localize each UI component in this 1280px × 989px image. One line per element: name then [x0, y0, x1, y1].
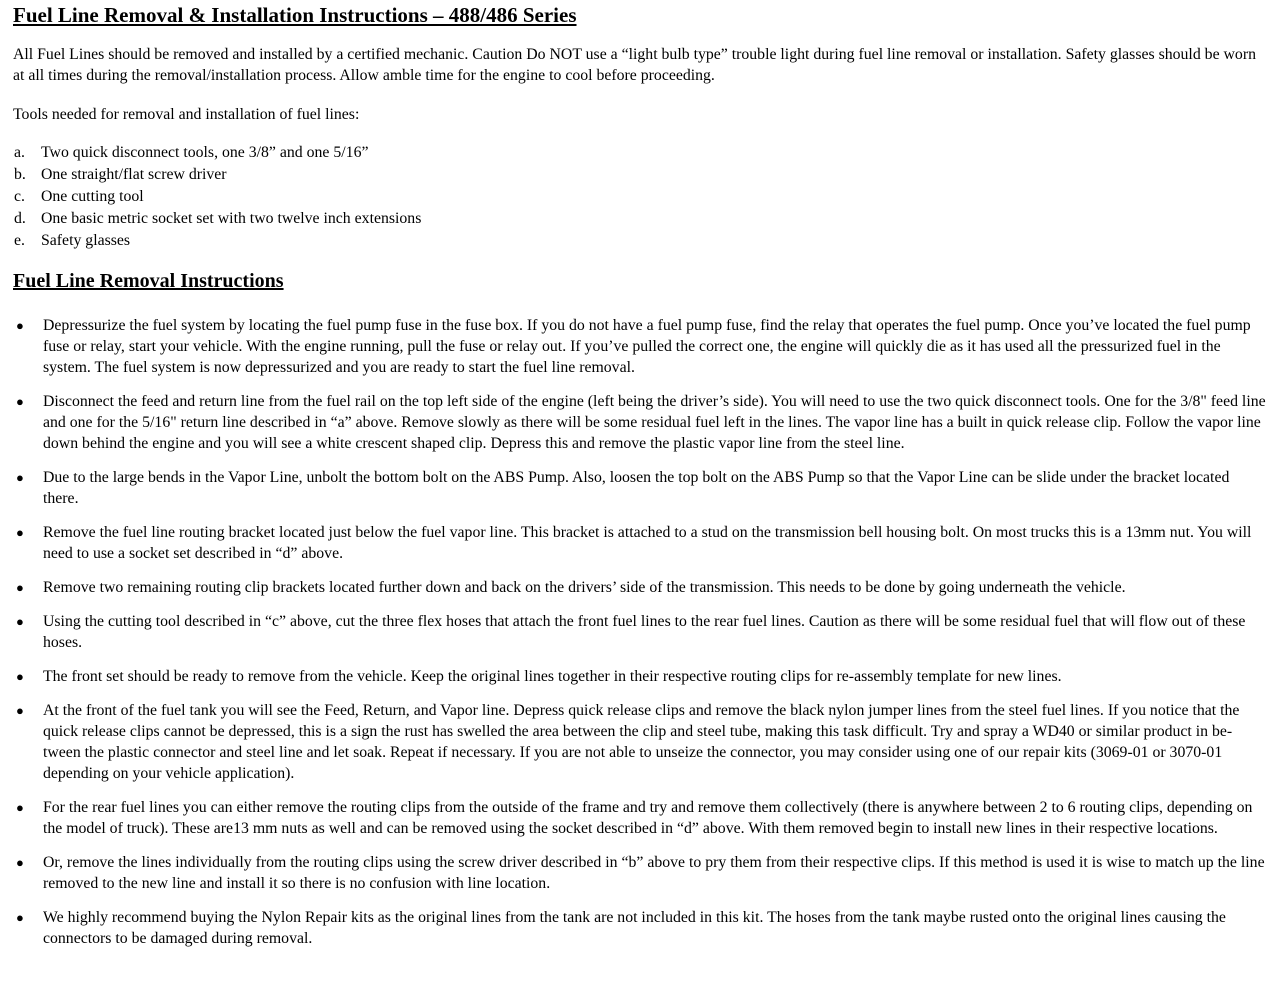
list-marker: e.: [14, 232, 25, 249]
list-item-text: The front set should be ready to remove from the vehicle. Keep the original lines together in their respective routing clips for re-assembly template for new lines.: [43, 668, 1062, 685]
bullet-icon: ●: [16, 910, 24, 925]
list-item: [13, 907, 1268, 949]
list-item-text: Due to the large bends in the Vapor Line, unbolt the bottom bolt on the ABS Pump. Also, loosen the top bolt on the ABS Pump so that the Vapor Line can be slide under the bracket located there.: [43, 469, 1230, 507]
list-item-text: Safety glasses: [41, 232, 131, 249]
list-item: [13, 315, 1268, 378]
bullet-icon: ●: [16, 470, 24, 485]
list-item: [13, 611, 1268, 653]
list-item: [13, 700, 1268, 784]
list-item-text: One basic metric socket set with two twelve inch extensions: [41, 210, 422, 227]
list-item: [13, 797, 1268, 839]
bullet-icon: ●: [16, 394, 24, 409]
removal-steps-list: [13, 315, 1268, 949]
list-item-text: Using the cutting tool described in “c” above, cut the three flex hoses that attach the front fuel lines to the rear fuel lines. Caution as there will be some residual fuel that will flow out of these hoses.: [43, 613, 1246, 651]
list-item: [14, 164, 1268, 186]
page-title: Fuel Line Removal & Installation Instructions – 488/486 Series: [13, 3, 577, 27]
list-item-text: Depressurize the fuel system by locating the fuel pump fuse in the fuse box. If you do not have a fuel pump fuse, find the relay that operates the fuel pump. Once you’ve located the fuel pump fuse or relay, start your vehicle. With the engine running, pull the fuse or relay out. If you’ve pulled the correct one, the engine will quickly die as it has used all the pressurized fuel in the system. The fuel system is now depressurized and you are ready to start the fuel line removal.: [43, 317, 1251, 376]
list-item-text: At the front of the fuel tank you will see the Feed, Return, and Vapor line. Depress quick release clips and remove the black nylon jumper lines from the steel fuel lines. If you notice that the quick release clips cannot be depressed, this is a sign the rust has swelled the area between the clip and steel tube, making this task difficult. Try and spray a WD40 or similar product in be-tween the plastic connector and steel line and let soak. Repeat if necessary. If you are not able to unseize the connector, you may consider using one of our repair kits (3069-01 or 3070-01 depending on your vehicle application).: [43, 702, 1240, 782]
list-marker: c.: [14, 188, 25, 205]
list-item: [14, 230, 1268, 252]
bullet-icon: ●: [16, 703, 24, 718]
list-item: [13, 577, 1268, 598]
list-item: [13, 391, 1268, 454]
tools-heading: Tools needed for removal and installation of fuel lines:: [13, 106, 360, 123]
bullet-icon: ●: [16, 614, 24, 629]
list-item-text: Remove two remaining routing clip brackets located further down and back on the drivers’ side of the transmission. This needs to be done by going underneath the vehicle.: [43, 579, 1126, 596]
bullet-icon: ●: [16, 855, 24, 870]
list-item: [14, 208, 1268, 230]
list-item: [14, 142, 1268, 164]
bullet-icon: ●: [16, 580, 24, 595]
list-item: [13, 666, 1268, 687]
bullet-icon: ●: [16, 800, 24, 815]
list-item: [14, 186, 1268, 208]
intro-paragraph: All Fuel Lines should be removed and installed by a certified mechanic. Caution Do NOT use a “light bulb type” trouble light during fuel line removal or installation. Safety glasses should be worn at all times during the removal/installation process. Allow amble time for the engine to cool before proceeding.: [13, 46, 1256, 84]
list-marker: d.: [14, 210, 26, 227]
list-item-text: Two quick disconnect tools, one 3/8” and one 5/16”: [41, 144, 369, 161]
list-item: [13, 522, 1268, 564]
bullet-icon: ●: [16, 525, 24, 540]
list-item-text: One cutting tool: [41, 188, 144, 205]
bullet-icon: ●: [16, 669, 24, 684]
list-marker: a.: [14, 144, 25, 161]
list-item-text: For the rear fuel lines you can either remove the routing clips from the outside of the frame and try and remove them collectively (there is anywhere between 2 to 6 routing clips, depending on the model of truck). These are13 mm nuts as well and can be removed using the socket described in “d” above. With them removed begin to install new lines in their respective locations.: [43, 799, 1253, 837]
list-item-text: One straight/flat screw driver: [41, 166, 227, 183]
list-item-text: We highly recommend buying the Nylon Repair kits as the original lines from the tank are not included in this kit. The hoses from the tank maybe rusted onto the original lines causing the connectors to be damaged during removal.: [43, 909, 1226, 947]
list-item: [13, 852, 1268, 894]
list-item-text: Disconnect the feed and return line from the fuel rail on the top left side of the engine (left being the driver’s side). You will need to use the two quick disconnect tools. One for the 3/8" feed line and one for the 5/16" return line described in “a” above. Remove slowly as there will be some residual fuel left in the lines. The vapor line has a built in quick release clip. Follow the vapor line down behind the engine and you will see a white crescent shaped clip. Depress this and remove the plastic vapor line from the steel line.: [43, 393, 1266, 452]
list-item-text: Or, remove the lines individually from the routing clips using the screw driver described in “b” above to pry them from their respective clips. If this method is used it is wise to match up the line removed to the new line and install it so there is no confusion with line location.: [43, 854, 1265, 892]
list-item: [13, 467, 1268, 509]
section-heading-removal: Fuel Line Removal Instructions: [13, 270, 284, 292]
list-item-text: Remove the fuel line routing bracket located just below the fuel vapor line. This bracket is attached to a stud on the transmission bell housing bolt. On most trucks this is a 13mm nut. You will need to use a socket set described in “d” above.: [43, 524, 1252, 562]
tools-list: [14, 142, 1268, 252]
list-marker: b.: [14, 166, 26, 183]
bullet-icon: ●: [16, 318, 24, 333]
